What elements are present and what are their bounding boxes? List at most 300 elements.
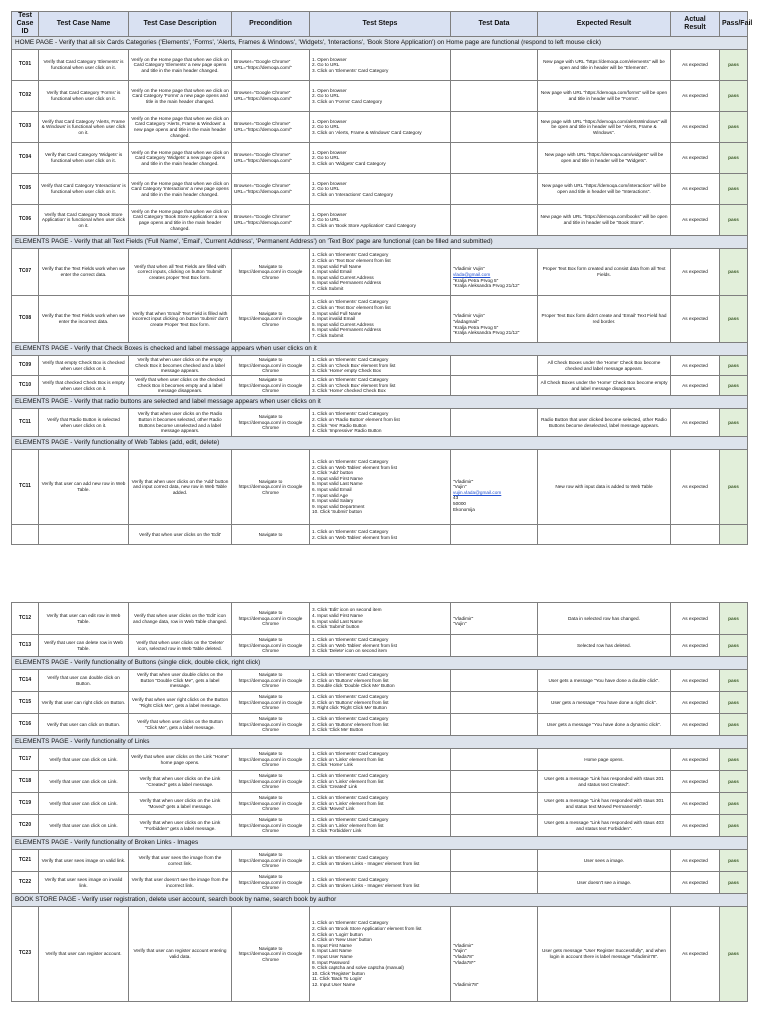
test-step: 3. Double click 'Double Click Me' Button [312,683,395,689]
precondition [232,635,310,657]
test-step: 2. Go to URL [312,217,340,223]
test-case-name: Verify that the Text Fields work when we enter the incorrect data. [39,296,129,343]
test-case-description: Verify that user can register account entering valid data. [129,907,232,1002]
test-step: 1. Open browser [312,118,347,124]
section-title: ELEMENTS PAGE - Verify functionality of Links [12,736,748,749]
test-step: 3. Click 'Forbidden' Link [312,828,362,834]
test-case-name: Verify that user can click on Button. [39,714,129,736]
section-header-row [12,396,748,409]
col-header: Test Data [451,12,538,37]
test-case-row [12,815,748,837]
precondition-line: Chrome [262,863,279,869]
test-case-description: Verify that when user clicks on the Link "Forbidden" gets a label message. [129,815,232,837]
test-step: 1. Open browser [312,56,347,62]
test-case-description: Verify that when user double clicks on the Button "Double Click Me", gets a label message. [129,670,232,692]
test-steps [310,872,451,894]
test-case-row [12,81,748,112]
test-case-id: TC06 [12,205,39,236]
expected-result: Selected row has deleted. [538,635,671,657]
test-steps [310,205,451,236]
test-step: 10. Click 'Register' button [312,970,365,976]
test-case-description: Verify that when all Text Fields are filled with correct inputs, clicking on button 'Submit' creates proper Text Box form. [129,249,232,296]
test-case-description: Verify that when user clicks on the Button "Click Me", gets a label message. [129,714,232,736]
test-case-name: Verify that user can click on Link. [39,771,129,793]
precondition-line: https://demoqa.com/ in Google [238,677,303,683]
col-header: Test Steps [310,12,451,37]
test-steps [310,376,451,396]
expected-result: User gets a message "Link has responded with staus 201 and status text Created". [538,771,671,793]
test-case-description: Verify that user sees the image from the correct link. [129,850,232,872]
test-step: 2. Click on 'Broken Links - Images' element from list [312,882,420,888]
precondition-line: https://demoqa.com/ in Google [238,269,303,275]
section-title: HOME PAGE - Verify that all six Cards Categories ('Elements', 'Forms', 'Alerts, Frames & Windows', 'Widgets', 'Interactions', 'Book Store Application') on Home page are functional (respond to left mouse click) [12,37,748,50]
precondition-line: Navigate to [258,773,283,779]
test-case-id: TC15 [12,692,39,714]
test-steps [310,603,451,635]
expected-result: Radio Button that user clicked become selected, other Radio Buttons become deselected, label message appears. [538,409,671,437]
test-step: 3. Click 'Yes' Radio Button [312,422,367,428]
test-step: 3. Click on 'Login' button [312,931,363,937]
test-steps [310,670,451,692]
test-data-email-link: vlada@gmail.com [453,272,491,277]
test-step: 2. Click on 'Radio Button' element from list [312,416,400,422]
test-case-description: Verify that when user clicks on the Link "Moved" gets a label message. [129,793,232,815]
precondition-line: Chrome [262,806,279,812]
precondition-line: Browser="Google Chrome" [234,59,291,65]
precondition [232,850,310,872]
test-step: 4. Click on 'New User' button [312,937,372,943]
test-case-name [39,525,129,545]
test-data [451,450,538,525]
test-data-email-link: vujin.vlada@gmail.com [453,489,502,495]
pass-fail-status: pass [720,205,748,236]
test-steps [310,907,451,1002]
section-header-row [12,236,748,249]
precondition [232,749,310,771]
precondition [232,356,310,376]
test-step: 3. Click 'Home' Link [312,762,353,768]
section-header-row [12,894,748,907]
test-step: 7. Input valid Age [312,492,348,498]
pass-fail-status: pass [720,815,748,837]
test-step: 1. Click on 'Elements' Card Category [312,411,389,417]
test-step: 4. Input valid First Name [312,475,363,481]
actual-result: As expected [671,872,720,894]
precondition-line: Navigate to [258,531,283,537]
test-case-name: Verify that Card Category 'Widgets' is functional when user click on it. [39,143,129,174]
test-case-id: TC05 [12,174,39,205]
test-data-value: "Vladimir78" [453,981,479,987]
test-case-name: Verify that Card Category 'Alerts, Frame & Windows' is functional when user click on it. [39,112,129,143]
actual-result: As expected [671,714,720,736]
actual-result: As expected [671,815,720,837]
test-data [451,714,538,736]
precondition-line: https://demoqa.com/ in Google [238,822,303,828]
expected-result: User gets a message "You have done a right click". [538,692,671,714]
test-case-name: Verify that user can register account. [39,907,129,1002]
test-step: 2. Click on 'Broken Links - Images' element from list [312,860,420,866]
test-step: 3. Click on 'Alerts, Frame & Windows' Card Category [312,129,422,135]
test-case-id: TC09 [12,356,39,376]
test-case-name: Verify that Radio Button is selected when user clicks on it. [39,409,129,437]
test-step: 8. Input valid Salary [312,498,354,504]
pass-fail-status: pass [720,174,748,205]
section-header-row [12,37,748,50]
test-step: 4. Input valid Email [312,269,352,275]
test-steps [310,356,451,376]
precondition [232,872,310,894]
precondition-line: Navigate to [258,637,283,643]
test-data [451,525,538,545]
test-step: 3. Input valid Full Name [312,263,362,269]
test-step: 2. Click on 'Buttons' element from list [312,699,389,705]
pass-fail-status [720,525,748,545]
test-case-row [12,50,748,81]
precondition-line: Chrome [262,648,279,654]
test-case-description: Verify that when user clicks on the 'Edit' icon and change data, row in Web Table changed. [129,603,232,635]
test-step: 7. Click Submit [312,332,344,338]
precondition-line: https://demoqa.com/ in Google [238,484,303,490]
precondition-line: https://demoqa.com/ in Google [238,362,303,368]
test-step: 3. Click on 'Forms' Card Category [312,98,383,104]
actual-result: As expected [671,81,720,112]
test-step: 9. Click captcha and solve captcha (manual) [312,965,404,971]
test-steps [310,174,451,205]
test-data [451,850,538,872]
test-case-id: TC13 [12,635,39,657]
test-case-name: Verify that Card Category 'Interactions' is functional when user click on it. [39,174,129,205]
test-step: 5. Input valid Current Address [312,321,374,327]
test-step: 1. Click on 'Elements' Card Category [312,751,389,757]
test-case-id: TC11 [12,450,39,525]
sheet-page-1 [11,11,753,577]
test-case-name: Verify that empty Check Box is checked when user clicks on it. [39,356,129,376]
test-case-name: Verify that user can click on Link. [39,749,129,771]
test-case-row [12,450,748,525]
test-case-id: TC19 [12,793,39,815]
precondition-line: Chrome [262,885,279,891]
section-header-row [12,657,748,670]
precondition [232,771,310,793]
precondition [232,205,310,236]
precondition-line: Navigate to [258,694,283,700]
precondition [232,376,310,396]
actual-result: As expected [671,296,720,343]
pass-fail-status: pass [720,356,748,376]
test-step: 2. Click on 'Links' element from list [312,756,384,762]
test-step: 8. Input Password [312,959,350,965]
precondition [232,81,310,112]
section-title: ELEMENTS PAGE - Verify that all Text Fields ('Full Name', 'Email', 'Current Address', 'Permanent Address') on 'Text Box' page are functional (can be filled and submitted) [12,236,748,249]
test-case-description: Verify that when user clicks on the Link "Created" gets a label message. [129,771,232,793]
test-data-value: "Vladimir" [453,942,474,948]
test-data [451,296,538,343]
precondition-line: URL="https://demoqa.com/" [234,158,292,163]
test-steps [310,692,451,714]
precondition [232,815,310,837]
test-data-value: "Kralja Aleksandra Prvog 21/12" [453,283,520,289]
pass-fail-status: pass [720,793,748,815]
actual-result: As expected [671,376,720,396]
test-data [451,771,538,793]
test-step: 6. Input valid Permanent Address [312,280,382,286]
test-step: 1. Click on 'Elements' Card Category [312,637,389,643]
test-data-value: "Vladimir" [453,615,474,621]
col-header: Test Case ID [12,12,39,37]
precondition-line: Navigate to [258,852,283,858]
pass-fail-status: pass [720,603,748,635]
test-step: 10. Click 'Submit' button [312,509,362,515]
test-steps [310,81,451,112]
precondition [232,409,310,437]
test-step: 2. Click on 'Check Box' element from list [312,382,396,388]
precondition-line: Browser="Google Chrome" [234,121,291,127]
test-step: 7. Click Submit [312,285,344,291]
precondition [232,670,310,692]
test-steps [310,793,451,815]
test-step: 3. Click 'Home' checked Check Box [312,388,386,394]
precondition-line: Chrome [262,321,279,327]
test-case-name: Verify that user can delete row in Web Table. [39,635,129,657]
test-data [451,603,538,635]
test-step: 1. Click on 'Elements' Card Category [312,299,389,305]
test-case-row [12,174,748,205]
precondition-line: Browser="Google Chrome" [234,152,291,158]
test-step: 3. Click on 'Interactions' Card Category [312,191,393,197]
test-case-name: Verify that user can right click on Button. [39,692,129,714]
test-step: 1. Click on 'Elements' Card Category [312,672,389,678]
precondition-line: Chrome [262,621,279,627]
precondition-line: Browser="Google Chrome" [234,183,291,189]
test-case-name: Verify that user can edit row in Web Table. [39,603,129,635]
test-data-value: 50000 [453,500,467,506]
test-case-id: TC04 [12,143,39,174]
test-step: 2. Click on 'Links' element from list [312,800,384,806]
pass-fail-status: pass [720,692,748,714]
test-data [451,907,538,1002]
test-case-id: TC11 [12,409,39,437]
precondition-line: Browser="Google Chrome" [234,90,291,96]
precondition-line: URL="https://demoqa.com/" [234,65,292,70]
precondition [232,714,310,736]
test-step: 2. Go to URL [312,124,340,130]
test-data-value: "Kralja Petra Prvog 5" [453,324,499,330]
test-step: 1. Click on 'Elements' Card Category [312,252,389,258]
test-case-name: Verify that checked Check Box is empty when user clicks on it. [39,376,129,396]
test-case-description: Verify that when 'Email' Text Field is filled with incorrect input clicking on button 'Submit' don't create Proper Text Box form. [129,296,232,343]
test-step: 3. Click 'Click Me' Button [312,727,364,733]
section-title: ELEMENTS PAGE - Verify functionality of Buttons (single click, double click, right click) [12,657,748,670]
precondition-line: Chrome [262,727,279,733]
test-step: 3. Input valid Full Name [312,310,362,316]
test-case-id [12,525,39,545]
actual-result: As expected [671,50,720,81]
test-steps [310,850,451,872]
test-case-name: Verify that user can click on Link. [39,815,129,837]
precondition-line: URL="https://demoqa.com/" [234,220,292,225]
precondition-line: Chrome [262,425,279,431]
precondition-line: Chrome [262,274,279,280]
test-case-description: Verify that when user clicks on the checked Check Box it becomes empty and a label message disappears. [129,376,232,396]
section-title: ELEMENTS PAGE - Verify that radio buttons are selected and label message appears when user clicks on it [12,396,748,409]
col-header: Precondition [232,12,310,37]
col-header: Test Case Description [129,12,232,37]
test-case-id: TC14 [12,670,39,692]
test-steps [310,450,451,525]
pass-fail-status: pass [720,635,748,657]
pass-fail-status: pass [720,143,748,174]
test-step: 4. Input invalid Email [312,316,356,322]
test-case-row [12,296,748,343]
test-data-value: "Vujin" [453,484,467,490]
actual-result: As expected [671,850,720,872]
test-case-description: Verify on the Home page that when we click on Card Category 'Book Store Application' a new page opens and title in the main header changed. [129,205,232,236]
pass-fail-status: pass [720,850,748,872]
precondition-line: https://demoqa.com/ in Google [238,879,303,885]
test-data-value: "Vladimir Vujin" [453,266,485,272]
test-step: 3. Right click 'Right Click Me' Button [312,705,387,711]
test-step: 2. Go to URL [312,155,340,161]
precondition-line: URL="https://demoqa.com/" [234,96,292,101]
test-step: 3. Click 'Add' button [312,470,354,476]
test-data [451,749,538,771]
test-step: 2. Click on 'Text Box' element from list [312,305,391,311]
test-case-id: TC17 [12,749,39,771]
expected-result: User gets a message "You have done a double click". [538,670,671,692]
section-header-row [12,736,748,749]
test-data-value: "Vujin" [453,948,467,954]
precondition-line: https://demoqa.com/ in Google [238,699,303,705]
test-data [451,376,538,396]
test-step: 1. Click on 'Elements' Card Category [312,876,389,882]
test-step: 1. Click on 'Elements' Card Category [312,357,389,363]
test-steps [310,409,451,437]
precondition-line: Navigate to [258,672,283,678]
test-case-id: TC07 [12,249,39,296]
test-step: 3. Click on 'Widgets' Card Category [312,160,386,166]
test-data [451,670,538,692]
pass-fail-status: pass [720,81,748,112]
actual-result: As expected [671,749,720,771]
test-step: 1. Open browser [312,180,347,186]
precondition-line: Navigate to [258,263,283,269]
test-step: 3. Click 'Edit' icon on second item [312,607,382,613]
test-data-value: "Kralja Petra Prvog 5" [453,277,499,283]
test-data [451,50,538,81]
test-data [451,143,538,174]
pass-fail-status: pass [720,296,748,343]
precondition-line: https://demoqa.com/ in Google [238,951,303,957]
test-step: 3. Click 'Created' Link [312,784,358,790]
precondition-line: https://demoqa.com/ in Google [238,857,303,863]
test-step: 2. Click on 'Links' element from list [312,778,384,784]
precondition-line: https://demoqa.com/ in Google [238,721,303,727]
test-data-value: Ekonomija [453,506,475,512]
test-step: 5. Input valid Last Name [312,481,363,487]
test-case-row [12,603,748,635]
test-data [451,692,538,714]
precondition-line: Navigate to [258,795,283,801]
section-title: BOOK STORE PAGE - Verify user registration, delete user account, search book by name, search book by author [12,894,748,907]
test-case-id: TC23 [12,907,39,1002]
test-data-value: "Vladimir Vujin" [453,313,485,319]
test-step: 3. Click on 'Book Store Application' Card Category [312,222,416,228]
test-case-id: TC12 [12,603,39,635]
test-step: 2. Click on 'Brook Store Application' element from list [312,926,422,932]
test-case-row [12,143,748,174]
test-case-row [12,525,748,545]
test-case-id: TC03 [12,112,39,143]
expected-result: User gets message "User Register Successfully", and when login in account there is label message "Vladimir78". [538,907,671,1002]
test-step: 2. Click on 'Links' element from list [312,822,384,828]
test-case-description: Verify on the Home page that when we click on Card Category 'Elements' a new page opens and title in the main header changed. [129,50,232,81]
test-case-description: Verify that when user clicks on the 'Delete' icon, selected row in Web Table deleted. [129,635,232,657]
test-case-row [12,205,748,236]
test-step: 3. Click 'Moved' Link [312,806,355,812]
test-step: 1. Click on 'Elements' Card Category [312,795,389,801]
precondition [232,249,310,296]
test-case-description: Verify on the Home page that when we click on Card Category 'Widgets' a new page opens and title in the main header changed. [129,143,232,174]
pass-fail-status: pass [720,714,748,736]
expected-result: User gets a message "You have done a dynamic click". [538,714,671,736]
test-case-description: Verify that when user clicks on the 'Add' button and input correct data, new row in Web Table added. [129,450,232,525]
test-step: 2. Click on 'Buttons' element from list [312,721,389,727]
test-steps [310,749,451,771]
precondition-line: https://demoqa.com/ in Google [238,642,303,648]
test-case-name: Verify that Card Category 'Elements' is functional when user click on it. [39,50,129,81]
precondition-line: URL="https://demoqa.com/" [234,189,292,194]
col-header: Pass/Fail [720,12,748,37]
test-case-description: Verify that when user right clicks on the Button "Right Click Me", gets a label message. [129,692,232,714]
test-case-id: TC10 [12,376,39,396]
pass-fail-status: pass [720,450,748,525]
pass-fail-status: pass [720,907,748,1002]
test-data [451,174,538,205]
precondition-line: Browser="Google Chrome" [234,214,291,220]
test-case-name: Verify that the Text Fields work when we enter the correct data. [39,249,129,296]
test-case-row [12,635,748,657]
test-case-row [12,749,748,771]
precondition-line: URL="https://demoqa.com/" [234,127,292,132]
test-step: 4. Input valid First Name [312,612,363,618]
actual-result: As expected [671,143,720,174]
test-step: 1. Click on 'Elements' Card Category [312,716,389,722]
expected-result: All Check Boxes under the 'Home' Check Box become checked and label message appears. [538,356,671,376]
precondition [232,603,310,635]
expected-result: New page with URL "https://demoqa.com/widgets" will be open and title in header will be "Widgets". [538,143,671,174]
expected-result: New page with URL "https://demoqa.com/books" will be open and title in header will be "Book Store". [538,205,671,236]
precondition [232,296,310,343]
test-step: 1. Click on 'Elements' Card Category [312,377,389,383]
pass-fail-status: pass [720,749,748,771]
test-case-description: Verify that when user clicks on the Link "Home" home page opens. [129,749,232,771]
test-data [451,409,538,437]
pass-fail-status: pass [720,670,748,692]
test-data [451,815,538,837]
actual-result: As expected [671,450,720,525]
test-step: 6. Input valid Email [312,487,352,492]
pass-fail-status: pass [720,376,748,396]
expected-result: User doesn't see a image. [538,872,671,894]
precondition-line: Navigate to [258,716,283,722]
test-step: 1. Click on 'Elements' Card Category [312,459,389,465]
test-case-row [12,356,748,376]
test-step: 1. Click on 'Elements' Card Category [312,528,389,534]
expected-result: New row with input data is added to Web Table [538,450,671,525]
precondition-line: Navigate to [258,945,283,951]
precondition-line: https://demoqa.com/ in Google [238,800,303,806]
precondition [232,793,310,815]
